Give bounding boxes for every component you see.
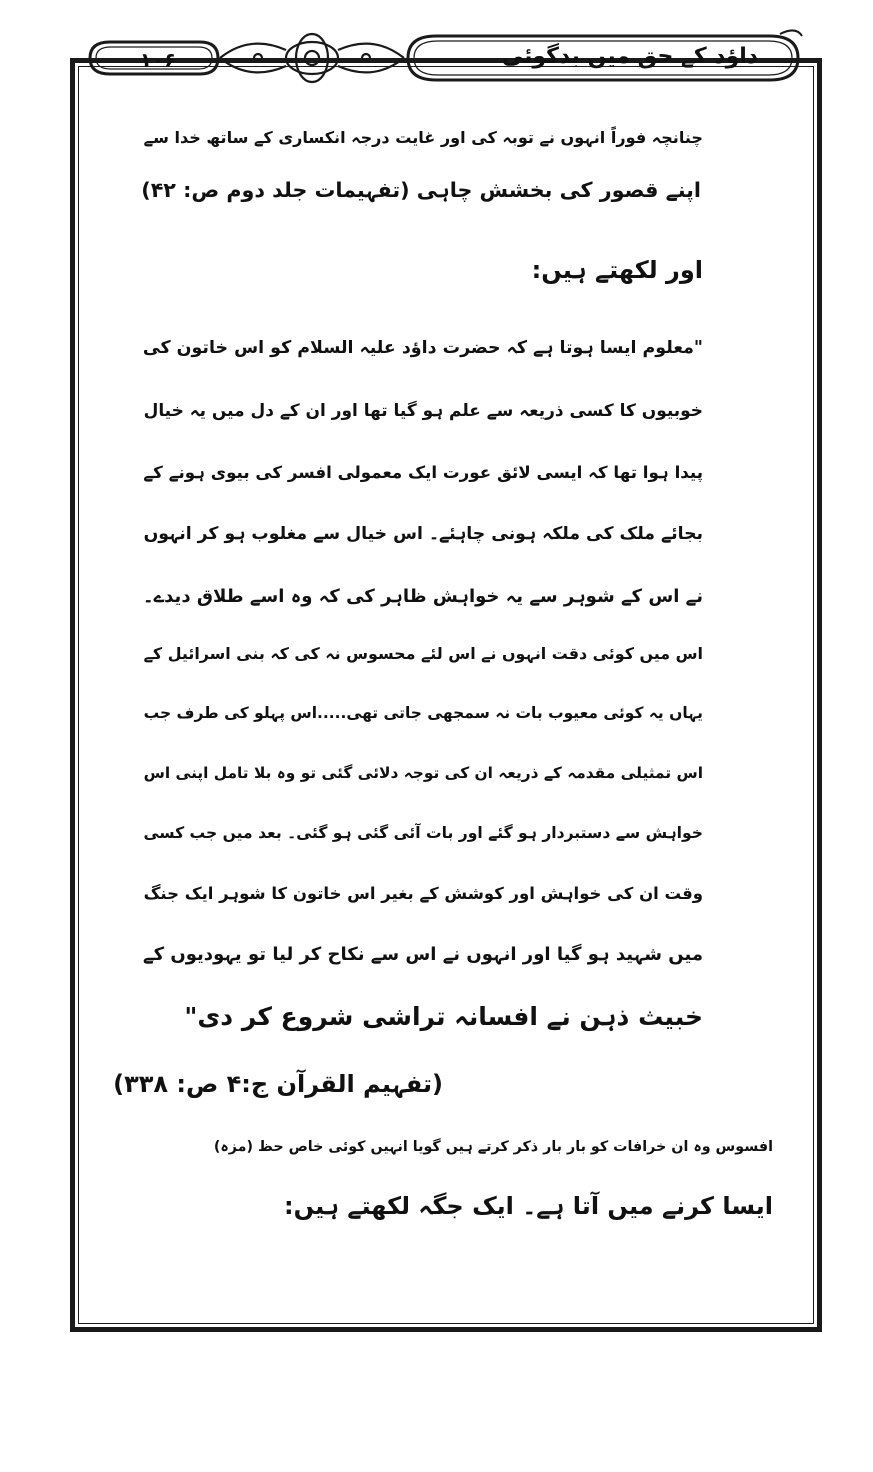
quote-line: اس میں کوئی دقت انہوں نے اس لئے محسوس نہ کی کہ بنی اسرائیل کے (143, 644, 703, 663)
running-title: داؤد کے حق میں بدگوئی (501, 44, 759, 69)
section-intro: اور لکھتے ہیں: (531, 256, 703, 284)
quote-line: خواہش سے دستبردار ہو گئے اور بات آئی گئی ہو گئی۔ بعد میں جب کسی (143, 824, 703, 842)
quote-line: "معلوم ایسا ہوتا ہے کہ حضرت داؤد علیہ السلام کو اس خاتون کی (142, 338, 703, 358)
quote-line: اس تمثیلی مقدمہ کے ذریعہ ان کی توجہ دلائی گئی تو وہ بلا تامل اپنی اس (143, 764, 703, 782)
paragraph-line: اپنے قصور کی بخشش چاہی (تفہیمات جلد دوم ص: ۴۲) (141, 178, 701, 202)
citation: (تفہیم القرآن ج:۴ ص: ۳۳۸) (113, 1070, 443, 1098)
quote-line: خوبیوں کا کسی ذریعہ سے علم ہو گیا تھا اور ان کے دل میں یہ خیال (143, 400, 703, 420)
quote-line: وقت ان کی خواہش اور کوشش کے بغیر اس خاتون کا شوہر ایک جنگ (143, 884, 703, 903)
paragraph-line: افسوس وہ ان خرافات کو بار بار ذکر کرتے ہیں گویا انہیں کوئی خاص حظ (مزہ) (213, 1139, 773, 1155)
quote-line: یہاں یہ کوئی معیوب بات نہ سمجھی جاتی تھی.....اس پہلو کی طرف جب (143, 704, 703, 722)
quote-line: پیدا ہوا تھا کہ ایسی لائق عورت ایک معمولی افسر کی بیوی ہونے کے (143, 462, 703, 482)
quote-line: بجائے ملک کی ملکہ ہونی چاہئے۔ اس خیال سے مغلوب ہو کر انہوں (143, 524, 703, 544)
paragraph-line: چنانچہ فوراً انہوں نے توبہ کی اور غایت درجہ انکساری کے ساتھ خدا سے (143, 128, 703, 147)
page-number: ۱۰۶ (139, 48, 177, 72)
quote-line: نے اس کے شوہر سے یہ خواہش ظاہر کی کہ وہ اسے طلاق دیدے۔ (143, 586, 703, 607)
quote-line: خبیث ذہن نے افسانہ تراشی شروع کر دی" (184, 1002, 703, 1031)
quote-line: میں شہید ہو گیا اور انہوں نے اس سے نکاح کر لیا تو یہودیوں کے (143, 944, 703, 965)
paragraph-line: ایسا کرنے میں آتا ہے۔ ایک جگہ لکھتے ہیں: (283, 1192, 773, 1220)
